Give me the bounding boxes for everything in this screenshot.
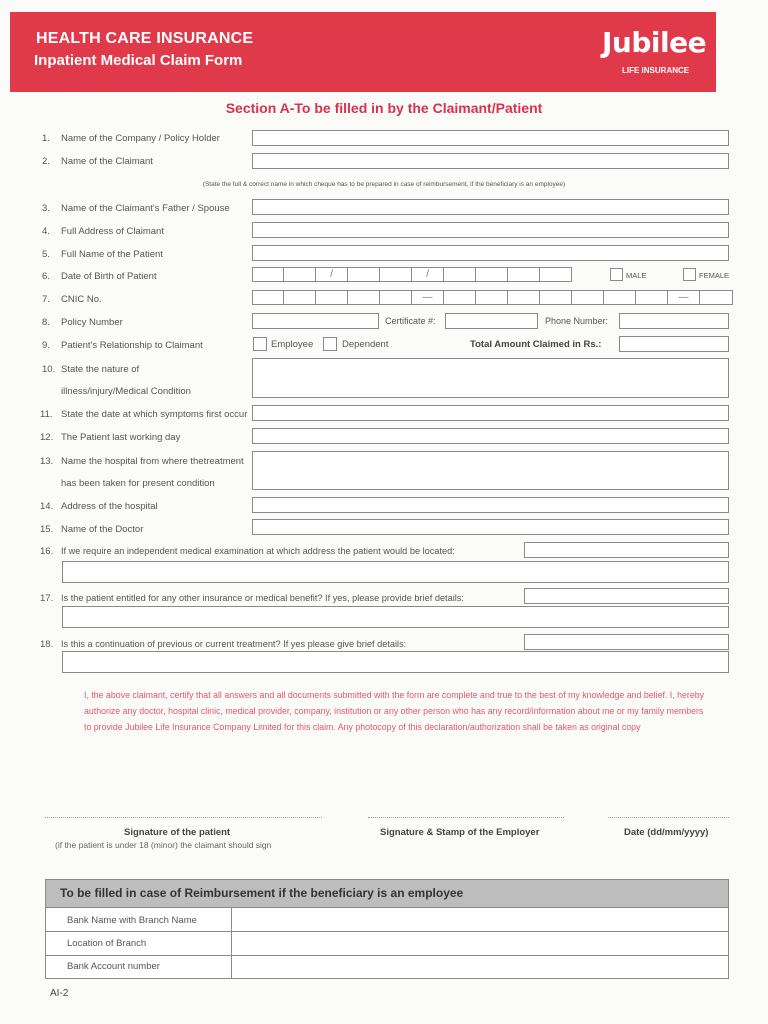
field-number: 3.	[42, 203, 50, 214]
cheque-note: (State the full & correct name in which cheque has to be prepared in case of reimbursement, if the beneficiary is an employee)	[202, 181, 566, 188]
jubilee-logo: Jubilee	[602, 26, 707, 59]
cnic-cell[interactable]	[348, 290, 380, 305]
dependent-label: Dependent	[342, 339, 389, 350]
patient-name-input[interactable]	[252, 245, 729, 261]
field-number: 6.	[42, 271, 50, 282]
form-subtitle: Inpatient Medical Claim Form	[34, 52, 243, 69]
reimbursement-title: To be filled in case of Reimbursement if the beneficiary is an employee	[60, 886, 464, 900]
cnic-cell[interactable]	[380, 290, 412, 305]
field-label-company: Name of the Company / Policy Holder	[61, 133, 220, 144]
field-number: 15.	[40, 524, 54, 535]
cnic-cell[interactable]	[252, 290, 284, 305]
declaration-text: I, the above claimant, certify that all answers and all documents submitted with the form are complete and true to the best of my knowledge and belief. I, hereby authorize any doctor, hospital clinic, medical provider, company, institution or any other person who has any record/information about me or my family members to provide Jubilee Life Insurance Company Limited for this claim. Any photocopy of this declaration/authorization shall be taken as original copy	[84, 690, 705, 732]
dob-cell[interactable]	[508, 267, 540, 282]
dob-cell[interactable]	[284, 267, 316, 282]
branch-location-input[interactable]	[232, 932, 728, 954]
dob-cell[interactable]	[380, 267, 412, 282]
patient-signature-label: Signature of the patient	[124, 827, 231, 838]
field-number: 8.	[42, 317, 50, 328]
logo-subtitle: LIFE INSURANCE	[622, 66, 690, 75]
bank-name-input[interactable]	[232, 909, 728, 931]
company-input[interactable]	[252, 130, 729, 146]
cnic-cell[interactable]	[604, 290, 636, 305]
field-label-nature-2: illness/injury/Medical Condition	[61, 386, 191, 397]
female-label: FEMALE	[699, 271, 730, 280]
dependent-checkbox[interactable]	[323, 337, 337, 351]
field-number: 13.	[40, 456, 54, 467]
field-label-other-insurance: Is the patient entitled for any other insurance or medical benefit? If yes, please provide brief details:	[61, 593, 464, 603]
field-number: 1.	[42, 133, 50, 144]
exam-address-extra-input[interactable]	[62, 561, 729, 583]
field-label-doctor: Name of the Doctor	[61, 524, 144, 535]
field-label-continuation: Is this a continuation of previous or current treatment? If yes please give brief details:	[61, 639, 407, 649]
employer-signature-label: Signature & Stamp of the Employer	[380, 827, 540, 838]
form-title: HEALTH CARE INSURANCE	[36, 30, 254, 47]
dob-cell[interactable]	[252, 267, 284, 282]
doctor-input[interactable]	[252, 519, 729, 535]
field-label-hospital-address: Address of the hospital	[61, 501, 158, 512]
field-label-dob: Date of Birth of Patient	[61, 271, 157, 282]
field-label-policy: Policy Number	[61, 317, 123, 328]
field-number: 9.	[42, 340, 50, 351]
field-label-hospital: Name the hospital from where thetreatment	[61, 456, 244, 467]
employee-label: Employee	[271, 339, 314, 350]
total-amount-label: Total Amount Claimed in Rs.:	[470, 339, 602, 350]
cnic-cell[interactable]	[572, 290, 604, 305]
employee-checkbox[interactable]	[253, 337, 267, 351]
claimant-input[interactable]	[252, 153, 729, 169]
field-number: 14.	[40, 501, 54, 512]
last-working-day-input[interactable]	[252, 428, 729, 444]
form-code: AI-2	[50, 988, 69, 999]
field-label-symptoms-date: State the date at which symptoms first occur	[61, 409, 248, 420]
field-number: 12.	[40, 432, 54, 443]
date-signature-line[interactable]	[608, 817, 729, 818]
symptoms-date-input[interactable]	[252, 405, 729, 421]
address-input[interactable]	[252, 222, 729, 238]
branch-location-label: Location of Branch	[67, 938, 147, 949]
dob-cells[interactable]	[252, 267, 572, 282]
field-label-exam-address: If we require an independent medical examination at which address the patient would be located:	[61, 546, 455, 556]
cnic-cells[interactable]	[252, 290, 733, 305]
patient-signature-note: (if the patient is under 18 (minor) the claimant should sign	[55, 840, 272, 850]
phone-label: Phone Number:	[545, 316, 609, 326]
other-insurance-extra-input[interactable]	[62, 606, 729, 628]
female-checkbox[interactable]	[683, 268, 696, 281]
field-number: 17.	[40, 593, 54, 604]
cnic-cell[interactable]	[700, 290, 733, 305]
cnic-cell[interactable]	[316, 290, 348, 305]
hospital-address-input[interactable]	[252, 497, 729, 513]
dob-cell[interactable]	[476, 267, 508, 282]
dob-separator: /	[316, 267, 348, 282]
policy-number-input[interactable]	[252, 313, 379, 329]
male-label: MALE	[626, 271, 647, 280]
certificate-label: Certificate #:	[385, 316, 436, 326]
continuation-extra-input[interactable]	[62, 651, 729, 673]
nature-textarea[interactable]	[252, 358, 729, 398]
dob-cell[interactable]	[540, 267, 572, 282]
field-label-nature: State the nature of	[61, 364, 140, 375]
male-checkbox[interactable]	[610, 268, 623, 281]
certificate-input[interactable]	[445, 313, 538, 329]
field-label-last-working-day: The Patient last working day	[61, 432, 181, 443]
other-insurance-input[interactable]	[524, 588, 729, 604]
field-label-patient-name: Full Name of the Patient	[61, 249, 163, 260]
cnic-cell[interactable]	[636, 290, 668, 305]
field-number: 18.	[40, 639, 54, 650]
phone-input[interactable]	[619, 313, 729, 329]
field-label-hospital-2: has been taken for present condition	[61, 478, 215, 489]
cnic-separator: —	[668, 290, 700, 305]
field-number: 2.	[42, 156, 50, 167]
hospital-textarea[interactable]	[252, 451, 729, 490]
dob-separator: /	[412, 267, 444, 282]
continuation-input[interactable]	[524, 634, 729, 650]
field-label-claimant: Name of the Claimant	[61, 156, 153, 167]
total-amount-input[interactable]	[619, 336, 729, 352]
dob-cell[interactable]	[444, 267, 476, 282]
cnic-separator: —	[412, 290, 444, 305]
cnic-cell[interactable]	[476, 290, 508, 305]
exam-address-input[interactable]	[524, 542, 729, 558]
field-number: 10.	[42, 364, 56, 375]
field-label-address: Full Address of Claimant	[61, 226, 164, 237]
field-number: 7.	[42, 294, 50, 305]
dob-cell[interactable]	[348, 267, 380, 282]
field-label-father-spouse: Name of the Claimant's Father / Spouse	[61, 203, 230, 214]
section-title: Section A-To be filled in by the Claimant/Patient	[225, 100, 543, 116]
cnic-cell[interactable]	[284, 290, 316, 305]
field-number: 4.	[42, 226, 50, 237]
account-number-label: Bank Account number	[67, 961, 160, 972]
field-number: 11.	[40, 409, 53, 420]
bank-name-label: Bank Name with Branch Name	[67, 915, 197, 926]
cnic-cell[interactable]	[444, 290, 476, 305]
cnic-cell[interactable]	[508, 290, 540, 305]
patient-signature-line[interactable]	[45, 817, 322, 818]
employer-signature-line[interactable]	[368, 817, 564, 818]
date-label: Date (dd/mm/yyyy)	[624, 827, 709, 838]
cnic-cell[interactable]	[540, 290, 572, 305]
field-label-relationship: Patient's Relationship to Claimant	[61, 340, 203, 351]
account-number-input[interactable]	[232, 956, 728, 978]
field-number: 5.	[42, 249, 50, 260]
field-number: 16.	[40, 546, 54, 557]
field-label-cnic: CNIC No.	[61, 294, 102, 305]
father-spouse-input[interactable]	[252, 199, 729, 215]
